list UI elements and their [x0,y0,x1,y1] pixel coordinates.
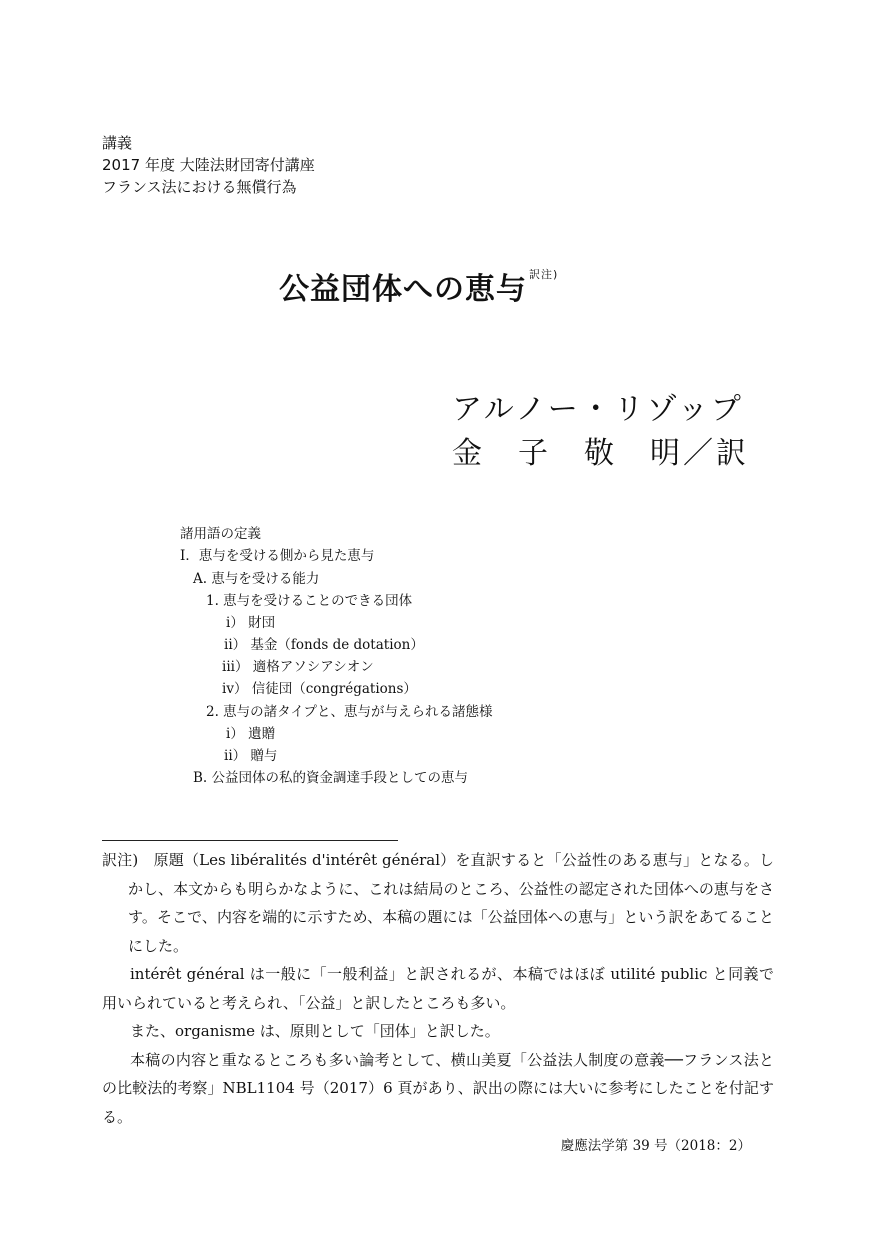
translator-note-mark: 訳注) [529,268,559,281]
toc-item: ii） 基金（fonds de dotation） [224,637,424,653]
footnote-paragraph: 本稿の内容と重なるところも多い論考として、横山美夏「公益法人制度の意義──フランス法との比較法的考察」NBL1104 号（2017）6 頁があり、訳出の際には大いに参考にしたことを付記する。 [102,1050,774,1126]
course-title: フランス法における無償行為 [102,178,297,196]
lecture-genre: 講義 [102,134,133,152]
article-title [279,264,558,308]
toc-item: 1. 恵与を受けることのできる団体 [206,593,413,609]
toc-item: iii） 適格アソシアシオン [222,659,374,675]
toc-item: ii） 贈与 [224,748,278,764]
toc-item: i） 遺贈 [226,726,276,742]
toc-item: B. 公益団体の私的資金調達手段としての恵与 [193,770,469,786]
author-name: アルノー・リゾップ [452,392,744,427]
lecture-series: 2017 年度 大陸法財団寄付講座 [102,156,315,174]
toc-item: 2. 恵与の諸タイプと、恵与が与えられる諸態様 [206,704,493,720]
footnote-paragraph: また、organisme は、原則として「団体」と訳した。 [130,1022,500,1040]
toc-item: iv） 信徒団（congrégations） [222,681,417,697]
toc-item: i） 財団 [226,615,276,631]
footnote-paragraph: 訳注) 原題（Les libéralités d'intérêt général）を直訳すると「公益性のある恵与」となる。しかし、本文からも明らかなように、これは結局のところ、公益性の認定された団体への恵与をさす。そこで、内容を端的に示すため、本稿の題には「公益団体への恵与」という訳をあてることにした。 [102,851,774,955]
footnote-paragraph: intérêt général は一般に「一般利益」と訳されるが、本稿ではほぼ utilité public と同義で用いられていると考えられ、「公益」と訳したところも多い。 [102,965,774,1012]
footnote [102,846,774,1131]
toc-item: Ⅰ．恵与を受ける側から見た恵与 [180,548,375,564]
article-title-text: 公益団体への恵与 [279,272,527,307]
translator-name: 金 子 敬 明／訳 [452,436,749,471]
footnote-divider [102,840,398,841]
toc-item: A. 恵与を受ける能力 [193,571,320,587]
toc-item: 諸用語の定義 [180,526,261,542]
journal-citation: 慶應法学第 39 号（2018：2） [560,1138,751,1154]
